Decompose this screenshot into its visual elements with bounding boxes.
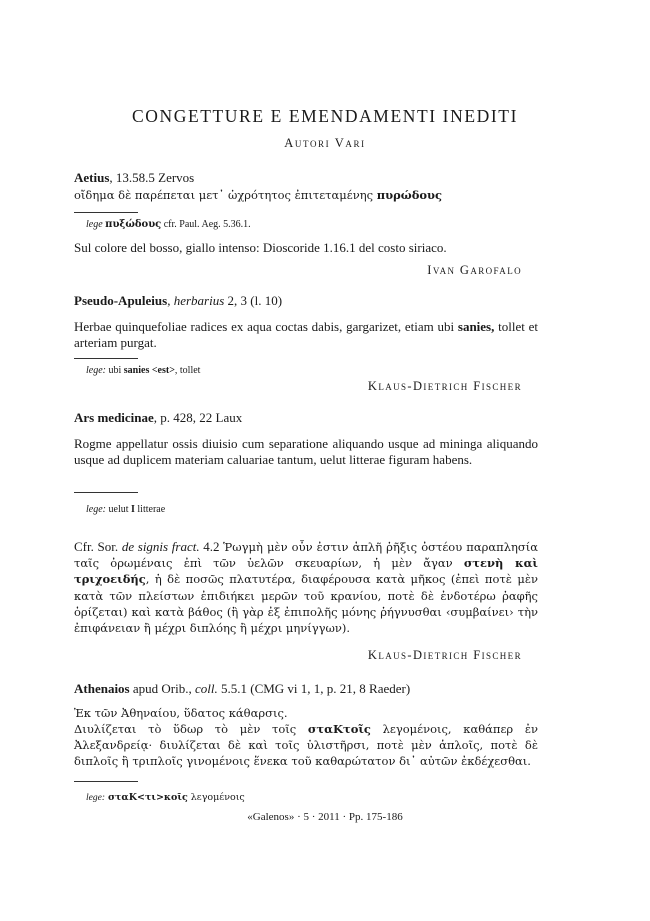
page-footer: «Galenos» · 5 · 2011 · Pp. 175-186 [247,811,403,823]
entry-1-text: οἴδημα δὲ παρέπεται μετ᾽ ὠχρότητος ἐπιτεταμένης πυρώδους [74,188,443,202]
entry-2-signature: Klaus-Dietrich Fischer [367,379,522,393]
entry-3-cfr: Cfr. Sor. de signis fract. 4.2 Ῥωγμὴ μὲν οὖν ἐστιν ἁπλῆ ῥῆξις ὀστέου παραπλησία ταῖς ὀρωμέναις ἐπὶ τῶν ὑελῶν σκευαρίων, ἡ μὲν ἄγαν στενὴ καὶ τριχοειδής, ἡ δὲ ποσῶς πλατυτέρα, διαφέρουσα κατὰ μῆκος (ἐπεὶ ποτὲ μὲν κατὰ τῶν πλείστων ἐπιδιήκει μερῶν τοῦ κρανίου, ποτὲ δὲ ἐνδοτέρω ῥαφῆς ὁρίζεται) καὶ κατὰ βάθος (ἢ γὰρ ἐξ ἐπιπολῆς μόνης ῥήγνυσθαι ‹συμβαίνει› τὴν ἐπιφάνειαν ἢ μέχρι διπλόης ἢ μέχρι μηνίγγων). [74,539,538,636]
entry-1-heading [74,170,538,186]
page-title: CONGETTURE E EMENDAMENTI INEDITI [131,106,519,126]
entry-1-author: Aetius [74,170,110,185]
page-subtitle: Autori Vari [284,136,366,150]
entry-1-ref: , 13.58.5 Zervos [109,170,195,185]
entry-3-text: Rogme appellatur ossis diuisio cum separatione aliquando usque ad mininga aliquando usque ad duplicem materiam caluariae tantum, uelut litterae figuram habens. [74,436,538,468]
entry-4-heading: Athenaios apud Orib., coll. 5.5.1 (CMG vi 1, 1, p. 21, 8 Raeder) [74,681,411,696]
footnote-rule [74,492,138,493]
entry-1-comment: Sul colore del bosso, giallo intenso: Dioscoride 1.16.1 del costo siriaco. [74,240,447,255]
footnote-rule [74,781,138,782]
entry-2-text: Herbae quinquefoliae radices ex aqua coctas dabis, gargarizet, etiam ubi sanies, tollet et arteriam purgat. [74,319,538,351]
entry-1-signature: Ivan Garofalo [427,263,522,277]
entry-3-signature: Klaus-Dietrich Fischer [367,648,522,662]
entry-3-heading: Ars medicinae, p. 428, 22 Laux [74,410,243,425]
entry-1-text-emph: πυρώδους [376,188,443,202]
entry-4-note: lege: σταK<τι>κοῖς λεγομένοις [86,792,245,803]
entry-4-text: Διυλίζεται τὸ ὕδωρ τὸ μὲν τοῖς σταKτοῖς λεγομένοις, καθάπερ ἐν Ἀλεξανδρείᾳ· διυλίζεται δὲ καὶ τοῖς ὑλιστῆρσι, ποτὲ μὲν ἁπλοῖς, ποτὲ δὲ διπλοῖς ἢ τριπλοῖς γινομένοις ἕνεκα τοῦ καθαρώτατον δι᾽ αὐτῶν ἐκδέχεσθαι. [74,722,538,769]
entry-2-note: lege: ubi sanies <est>, tollet [86,365,201,376]
entry-4-line-1: Ἐκ τῶν Ἀθηναίου, ὕδατος κάθαρσις. [74,706,288,720]
footnote-rule [74,212,138,213]
footnote-rule [74,358,138,359]
entry-3-note: lege: uelut I litterae [86,504,166,515]
entry-1-note: lege πυξώδους cfr. Paul. Aeg. 5.36.1. [86,219,251,230]
entry-2-heading: Pseudo-Apuleius, herbarius 2, 3 (l. 10) [74,293,283,308]
